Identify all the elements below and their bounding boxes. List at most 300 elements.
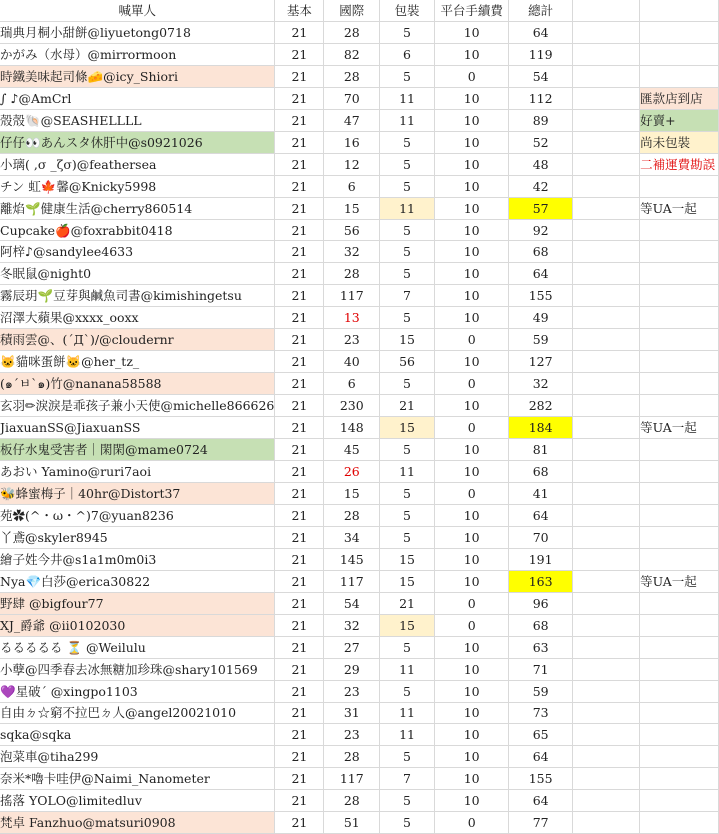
cell-fee[interactable]: 10 xyxy=(434,241,509,263)
cell-basic[interactable]: 21 xyxy=(275,87,324,109)
cell-fee[interactable]: 10 xyxy=(434,21,509,43)
cell-pack[interactable]: 15 xyxy=(380,614,435,636)
cell-intl[interactable]: 145 xyxy=(324,548,380,570)
cell-pack[interactable]: 11 xyxy=(380,658,435,680)
cell-empty-g[interactable] xyxy=(572,329,639,351)
cell-intl[interactable]: 23 xyxy=(324,329,380,351)
cell-note[interactable] xyxy=(640,307,719,329)
header-total[interactable]: 總計 xyxy=(509,0,572,21)
cell-basic[interactable]: 21 xyxy=(275,329,324,351)
cell-note[interactable] xyxy=(640,21,719,43)
cell-name[interactable]: 苑✿(^・ω・^)7@yuan8236 xyxy=(0,504,275,526)
cell-name[interactable]: あおい Yamino@ruri7aoi xyxy=(0,461,275,483)
cell-pack[interactable]: 11 xyxy=(380,109,435,131)
cell-total[interactable]: 155 xyxy=(509,768,572,790)
cell-basic[interactable]: 21 xyxy=(275,724,324,746)
header-blank-g[interactable] xyxy=(572,0,639,21)
cell-pack[interactable]: 5 xyxy=(380,373,435,395)
cell-name[interactable]: sqka@sqka xyxy=(0,724,275,746)
cell-total[interactable]: 127 xyxy=(509,351,572,373)
cell-pack[interactable]: 5 xyxy=(380,219,435,241)
cell-fee[interactable]: 10 xyxy=(434,153,509,175)
cell-pack[interactable]: 11 xyxy=(380,461,435,483)
cell-total[interactable]: 63 xyxy=(509,636,572,658)
cell-empty-g[interactable] xyxy=(572,43,639,65)
cell-note[interactable] xyxy=(640,812,719,834)
cell-pack[interactable]: 21 xyxy=(380,395,435,417)
cell-fee[interactable]: 10 xyxy=(434,87,509,109)
cell-name[interactable]: チン 虹🍁馨@Knicky5998 xyxy=(0,175,275,197)
cell-empty-g[interactable] xyxy=(572,504,639,526)
cell-pack[interactable]: 11 xyxy=(380,197,435,219)
cell-empty-g[interactable] xyxy=(572,109,639,131)
cell-note[interactable] xyxy=(640,592,719,614)
header-name[interactable]: 喊單人 xyxy=(0,0,275,21)
cell-total[interactable]: 191 xyxy=(509,548,572,570)
cell-pack[interactable]: 7 xyxy=(380,768,435,790)
cell-total[interactable]: 282 xyxy=(509,395,572,417)
cell-pack[interactable]: 5 xyxy=(380,131,435,153)
cell-note[interactable] xyxy=(640,790,719,812)
cell-empty-g[interactable] xyxy=(572,197,639,219)
cell-note[interactable] xyxy=(640,351,719,373)
cell-basic[interactable]: 21 xyxy=(275,636,324,658)
cell-name[interactable]: 繪子姓今井@s1a1m0m0i3 xyxy=(0,548,275,570)
cell-intl[interactable]: 117 xyxy=(324,285,380,307)
cell-empty-g[interactable] xyxy=(572,219,639,241)
cell-basic[interactable]: 21 xyxy=(275,175,324,197)
cell-intl[interactable]: 28 xyxy=(324,263,380,285)
cell-pack[interactable]: 5 xyxy=(380,680,435,702)
cell-name[interactable]: 🐱貓咪蛋餅🐱@her_tz_ xyxy=(0,351,275,373)
legend-note[interactable]: 尚未包裝 xyxy=(640,131,719,153)
cell-empty-g[interactable] xyxy=(572,570,639,592)
cell-pack[interactable]: 6 xyxy=(380,43,435,65)
cell-basic[interactable]: 21 xyxy=(275,548,324,570)
cell-intl[interactable]: 15 xyxy=(324,197,380,219)
cell-note[interactable] xyxy=(640,746,719,768)
cell-note[interactable]: 等UA一起 xyxy=(640,570,719,592)
cell-pack[interactable]: 5 xyxy=(380,636,435,658)
cell-total[interactable]: 64 xyxy=(509,504,572,526)
cell-basic[interactable]: 21 xyxy=(275,768,324,790)
cell-empty-g[interactable] xyxy=(572,526,639,548)
cell-pack[interactable]: 5 xyxy=(380,175,435,197)
cell-pack[interactable]: 15 xyxy=(380,548,435,570)
cell-fee[interactable]: 10 xyxy=(434,658,509,680)
cell-name[interactable]: 積雨雲@、(ˊДˋ)/@cloudernr xyxy=(0,329,275,351)
cell-empty-g[interactable] xyxy=(572,175,639,197)
cell-note[interactable] xyxy=(640,526,719,548)
cell-total[interactable]: 41 xyxy=(509,482,572,504)
cell-pack[interactable]: 5 xyxy=(380,504,435,526)
cell-total[interactable]: 96 xyxy=(509,592,572,614)
cell-empty-g[interactable] xyxy=(572,285,639,307)
cell-pack[interactable]: 11 xyxy=(380,702,435,724)
cell-total[interactable]: 68 xyxy=(509,614,572,636)
cell-total[interactable]: 89 xyxy=(509,109,572,131)
cell-empty-g[interactable] xyxy=(572,548,639,570)
cell-note[interactable] xyxy=(640,636,719,658)
cell-note[interactable] xyxy=(640,241,719,263)
cell-intl[interactable]: 27 xyxy=(324,636,380,658)
cell-total[interactable]: 64 xyxy=(509,790,572,812)
cell-intl[interactable]: 148 xyxy=(324,417,380,439)
cell-fee[interactable]: 10 xyxy=(434,285,509,307)
cell-intl[interactable]: 29 xyxy=(324,658,380,680)
cell-intl[interactable]: 6 xyxy=(324,175,380,197)
cell-basic[interactable]: 21 xyxy=(275,285,324,307)
cell-name[interactable]: (๑ˊㅂˋ๑)竹@nanana58588 xyxy=(0,373,275,395)
cell-total[interactable]: 68 xyxy=(509,241,572,263)
cell-name[interactable]: 離焰🌱健康生活@cherry860514 xyxy=(0,197,275,219)
cell-note[interactable] xyxy=(640,65,719,87)
cell-basic[interactable]: 21 xyxy=(275,109,324,131)
cell-basic[interactable]: 21 xyxy=(275,219,324,241)
cell-name[interactable]: 阿梓♪@sandylee4633 xyxy=(0,241,275,263)
cell-intl[interactable]: 26 xyxy=(324,461,380,483)
cell-total[interactable]: 71 xyxy=(509,658,572,680)
cell-total[interactable]: 119 xyxy=(509,43,572,65)
cell-intl[interactable]: 51 xyxy=(324,812,380,834)
cell-fee[interactable]: 10 xyxy=(434,790,509,812)
cell-intl[interactable]: 82 xyxy=(324,43,380,65)
cell-fee[interactable]: 0 xyxy=(434,812,509,834)
cell-fee[interactable]: 10 xyxy=(434,175,509,197)
cell-pack[interactable]: 5 xyxy=(380,263,435,285)
cell-basic[interactable]: 21 xyxy=(275,482,324,504)
cell-fee[interactable]: 10 xyxy=(434,724,509,746)
cell-name[interactable]: 梵卓 Fanzhuo@matsuri0908 xyxy=(0,812,275,834)
cell-intl[interactable]: 32 xyxy=(324,614,380,636)
cell-fee[interactable]: 10 xyxy=(434,219,509,241)
cell-name[interactable]: るるるるる ⏳ @Weilulu xyxy=(0,636,275,658)
cell-fee[interactable]: 10 xyxy=(434,395,509,417)
cell-name[interactable]: 仔仔👀あんスタ休肝中@s0921026 xyxy=(0,131,275,153)
cell-total[interactable]: 64 xyxy=(509,746,572,768)
cell-note[interactable] xyxy=(640,504,719,526)
cell-note[interactable] xyxy=(640,768,719,790)
cell-intl[interactable]: 15 xyxy=(324,482,380,504)
cell-intl[interactable]: 34 xyxy=(324,526,380,548)
cell-empty-g[interactable] xyxy=(572,614,639,636)
cell-basic[interactable]: 21 xyxy=(275,241,324,263)
cell-total[interactable]: 49 xyxy=(509,307,572,329)
cell-name[interactable]: 霧辰玥🌱豆芽與鹹魚司書@kimishingetsu xyxy=(0,285,275,307)
cell-note[interactable] xyxy=(640,724,719,746)
cell-intl[interactable]: 23 xyxy=(324,724,380,746)
cell-total[interactable]: 32 xyxy=(509,373,572,395)
cell-pack[interactable]: 21 xyxy=(380,592,435,614)
cell-pack[interactable]: 5 xyxy=(380,746,435,768)
cell-fee[interactable]: 10 xyxy=(434,548,509,570)
cell-basic[interactable]: 21 xyxy=(275,702,324,724)
cell-name[interactable]: 🐝蜂蜜梅子｜40hr@Distort37 xyxy=(0,482,275,504)
cell-intl[interactable]: 28 xyxy=(324,746,380,768)
cell-pack[interactable]: 5 xyxy=(380,307,435,329)
cell-total[interactable]: 64 xyxy=(509,263,572,285)
cell-basic[interactable]: 21 xyxy=(275,439,324,461)
cell-empty-g[interactable] xyxy=(572,263,639,285)
cell-basic[interactable]: 21 xyxy=(275,570,324,592)
cell-name[interactable]: 丫鳶@skyler8945 xyxy=(0,526,275,548)
cell-note[interactable] xyxy=(640,329,719,351)
cell-basic[interactable]: 21 xyxy=(275,153,324,175)
cell-name[interactable]: Cupcake🍎@foxrabbit0418 xyxy=(0,219,275,241)
cell-total[interactable]: 59 xyxy=(509,329,572,351)
cell-fee[interactable]: 10 xyxy=(434,636,509,658)
cell-note[interactable] xyxy=(640,373,719,395)
cell-name[interactable]: 時鐵美味起司條🧀@icy_Shiori xyxy=(0,65,275,87)
cell-note[interactable] xyxy=(640,614,719,636)
cell-intl[interactable]: 117 xyxy=(324,570,380,592)
cell-name[interactable]: XJ_爵爺 @ii0102030 xyxy=(0,614,275,636)
cell-intl[interactable]: 117 xyxy=(324,768,380,790)
cell-intl[interactable]: 32 xyxy=(324,241,380,263)
cell-fee[interactable]: 10 xyxy=(434,461,509,483)
cell-empty-g[interactable] xyxy=(572,636,639,658)
cell-basic[interactable]: 21 xyxy=(275,351,324,373)
cell-name[interactable]: 野肆 @bigfour77 xyxy=(0,592,275,614)
cell-total[interactable]: 42 xyxy=(509,175,572,197)
cell-intl[interactable]: 230 xyxy=(324,395,380,417)
header-intl[interactable]: 國際 xyxy=(324,0,380,21)
cell-empty-g[interactable] xyxy=(572,592,639,614)
cell-name[interactable]: 小璃( ,σ _ζσ)@feathersea xyxy=(0,153,275,175)
cell-fee[interactable]: 10 xyxy=(434,702,509,724)
cell-note[interactable] xyxy=(640,43,719,65)
cell-fee[interactable]: 10 xyxy=(434,526,509,548)
cell-pack[interactable]: 5 xyxy=(380,812,435,834)
cell-note[interactable] xyxy=(640,702,719,724)
cell-intl[interactable]: 12 xyxy=(324,153,380,175)
cell-intl[interactable]: 56 xyxy=(324,219,380,241)
cell-empty-g[interactable] xyxy=(572,351,639,373)
cell-basic[interactable]: 21 xyxy=(275,592,324,614)
cell-note[interactable]: 等UA一起 xyxy=(640,197,719,219)
cell-empty-g[interactable] xyxy=(572,373,639,395)
cell-note[interactable] xyxy=(640,461,719,483)
cell-intl[interactable]: 28 xyxy=(324,21,380,43)
cell-empty-g[interactable] xyxy=(572,658,639,680)
cell-pack[interactable]: 11 xyxy=(380,724,435,746)
cell-name[interactable]: JiaxuanSS@JiaxuanSS xyxy=(0,417,275,439)
cell-fee[interactable]: 10 xyxy=(434,307,509,329)
cell-empty-g[interactable] xyxy=(572,65,639,87)
cell-empty-g[interactable] xyxy=(572,153,639,175)
cell-pack[interactable]: 5 xyxy=(380,526,435,548)
cell-name[interactable]: かがみ（水母）@mirrormoon xyxy=(0,43,275,65)
cell-basic[interactable]: 21 xyxy=(275,21,324,43)
cell-basic[interactable]: 21 xyxy=(275,504,324,526)
cell-basic[interactable]: 21 xyxy=(275,461,324,483)
cell-empty-g[interactable] xyxy=(572,702,639,724)
cell-total[interactable]: 184 xyxy=(509,417,572,439)
cell-total[interactable]: 92 xyxy=(509,219,572,241)
cell-basic[interactable]: 21 xyxy=(275,263,324,285)
cell-empty-g[interactable] xyxy=(572,131,639,153)
cell-note[interactable] xyxy=(640,285,719,307)
cell-empty-g[interactable] xyxy=(572,790,639,812)
cell-pack[interactable]: 56 xyxy=(380,351,435,373)
cell-name[interactable]: ∫ ♪@AmCrl xyxy=(0,87,275,109)
cell-total[interactable]: 57 xyxy=(509,197,572,219)
cell-total[interactable]: 54 xyxy=(509,65,572,87)
cell-note[interactable] xyxy=(640,482,719,504)
cell-empty-g[interactable] xyxy=(572,307,639,329)
cell-note[interactable] xyxy=(640,439,719,461)
cell-fee[interactable]: 10 xyxy=(434,351,509,373)
cell-note[interactable] xyxy=(640,658,719,680)
cell-fee[interactable]: 10 xyxy=(434,109,509,131)
cell-pack[interactable]: 5 xyxy=(380,439,435,461)
cell-name[interactable]: 💜星破ˊ @xingpo1103 xyxy=(0,680,275,702)
cell-fee[interactable]: 10 xyxy=(434,680,509,702)
cell-empty-g[interactable] xyxy=(572,680,639,702)
cell-empty-g[interactable] xyxy=(572,461,639,483)
cell-total[interactable]: 155 xyxy=(509,285,572,307)
cell-fee[interactable]: 0 xyxy=(434,417,509,439)
cell-intl[interactable]: 6 xyxy=(324,373,380,395)
cell-total[interactable]: 65 xyxy=(509,724,572,746)
header-blank-h[interactable] xyxy=(640,0,719,21)
cell-total[interactable]: 81 xyxy=(509,439,572,461)
cell-basic[interactable]: 21 xyxy=(275,395,324,417)
cell-basic[interactable]: 21 xyxy=(275,680,324,702)
header-pack[interactable]: 包裝 xyxy=(380,0,435,21)
cell-fee[interactable]: 10 xyxy=(434,263,509,285)
cell-fee[interactable]: 10 xyxy=(434,43,509,65)
cell-basic[interactable]: 21 xyxy=(275,417,324,439)
cell-intl[interactable]: 70 xyxy=(324,87,380,109)
cell-total[interactable]: 64 xyxy=(509,21,572,43)
cell-pack[interactable]: 7 xyxy=(380,285,435,307)
cell-name[interactable]: 瑞典月桐小甜餅@liyuetong0718 xyxy=(0,21,275,43)
cell-name[interactable]: 奈米*嚕卡哇伊@Naimi_Nanometer xyxy=(0,768,275,790)
cell-name[interactable]: 搖落 YOLO@limitedluv xyxy=(0,790,275,812)
cell-intl[interactable]: 28 xyxy=(324,790,380,812)
cell-empty-g[interactable] xyxy=(572,724,639,746)
cell-fee[interactable]: 10 xyxy=(434,768,509,790)
cell-pack[interactable]: 15 xyxy=(380,570,435,592)
cell-intl[interactable]: 54 xyxy=(324,592,380,614)
cell-name[interactable]: 殼殼🐚@SEASHELLLL xyxy=(0,109,275,131)
cell-pack[interactable]: 5 xyxy=(380,790,435,812)
cell-total[interactable]: 59 xyxy=(509,680,572,702)
cell-pack[interactable]: 5 xyxy=(380,153,435,175)
cell-note[interactable] xyxy=(640,680,719,702)
cell-basic[interactable]: 21 xyxy=(275,307,324,329)
cell-note[interactable] xyxy=(640,263,719,285)
cell-basic[interactable]: 21 xyxy=(275,373,324,395)
cell-empty-g[interactable] xyxy=(572,439,639,461)
cell-basic[interactable]: 21 xyxy=(275,65,324,87)
cell-intl[interactable]: 45 xyxy=(324,439,380,461)
cell-name[interactable]: 小孽@四季春去冰無糖加珍珠@shary101569 xyxy=(0,658,275,680)
cell-fee[interactable]: 0 xyxy=(434,592,509,614)
cell-pack[interactable]: 11 xyxy=(380,87,435,109)
cell-intl[interactable]: 47 xyxy=(324,109,380,131)
cell-fee[interactable]: 0 xyxy=(434,482,509,504)
legend-note[interactable]: 匯款店到店 xyxy=(640,87,719,109)
cell-intl[interactable]: 16 xyxy=(324,131,380,153)
cell-basic[interactable]: 21 xyxy=(275,746,324,768)
cell-fee[interactable]: 0 xyxy=(434,65,509,87)
cell-name[interactable]: 玄羽✏淚淚是乖孩子兼小天使@michelle866626 xyxy=(0,395,275,417)
cell-intl[interactable]: 28 xyxy=(324,504,380,526)
cell-basic[interactable]: 21 xyxy=(275,526,324,548)
cell-intl[interactable]: 23 xyxy=(324,680,380,702)
cell-fee[interactable]: 10 xyxy=(434,197,509,219)
cell-empty-g[interactable] xyxy=(572,746,639,768)
cell-pack[interactable]: 5 xyxy=(380,65,435,87)
cell-pack[interactable]: 5 xyxy=(380,241,435,263)
legend-note[interactable]: 好賣+ xyxy=(640,109,719,131)
cell-note[interactable] xyxy=(640,175,719,197)
cell-intl[interactable]: 13 xyxy=(324,307,380,329)
cell-note[interactable] xyxy=(640,395,719,417)
cell-empty-g[interactable] xyxy=(572,417,639,439)
cell-empty-g[interactable] xyxy=(572,482,639,504)
cell-note[interactable] xyxy=(640,548,719,570)
cell-pack[interactable]: 15 xyxy=(380,329,435,351)
cell-basic[interactable]: 21 xyxy=(275,131,324,153)
cell-total[interactable]: 73 xyxy=(509,702,572,724)
cell-fee[interactable]: 10 xyxy=(434,504,509,526)
cell-name[interactable]: Nya💎白莎@erica30822 xyxy=(0,570,275,592)
cell-basic[interactable]: 21 xyxy=(275,43,324,65)
cell-intl[interactable]: 31 xyxy=(324,702,380,724)
cell-fee[interactable]: 0 xyxy=(434,329,509,351)
cell-intl[interactable]: 28 xyxy=(324,65,380,87)
cell-fee[interactable]: 0 xyxy=(434,614,509,636)
cell-fee[interactable]: 10 xyxy=(434,746,509,768)
cell-basic[interactable]: 21 xyxy=(275,614,324,636)
cell-fee[interactable]: 10 xyxy=(434,570,509,592)
header-basic[interactable]: 基本 xyxy=(275,0,324,21)
cell-name[interactable]: 冬眠鼠@night0 xyxy=(0,263,275,285)
cell-total[interactable]: 70 xyxy=(509,526,572,548)
cell-empty-g[interactable] xyxy=(572,812,639,834)
cell-empty-g[interactable] xyxy=(572,87,639,109)
cell-basic[interactable]: 21 xyxy=(275,812,324,834)
cell-total[interactable]: 48 xyxy=(509,153,572,175)
cell-empty-g[interactable] xyxy=(572,21,639,43)
cell-basic[interactable]: 21 xyxy=(275,658,324,680)
cell-note[interactable]: 等UA一起 xyxy=(640,417,719,439)
cell-name[interactable]: 泡菜車@tiha299 xyxy=(0,746,275,768)
cell-total[interactable]: 77 xyxy=(509,812,572,834)
legend-note[interactable]: 二補運費勘誤 xyxy=(640,153,719,175)
cell-total[interactable]: 163 xyxy=(509,570,572,592)
cell-empty-g[interactable] xyxy=(572,768,639,790)
cell-name[interactable]: 自由ㄉ☆窮不拉巴ㄉ人@angel20021010 xyxy=(0,702,275,724)
cell-empty-g[interactable] xyxy=(572,395,639,417)
cell-name[interactable]: 沼澤大蘋果@xxxx_ooxx xyxy=(0,307,275,329)
cell-total[interactable]: 52 xyxy=(509,131,572,153)
cell-total[interactable]: 112 xyxy=(509,87,572,109)
cell-total[interactable]: 68 xyxy=(509,461,572,483)
cell-name[interactable]: 板仔水鬼受害者｜閑閑@mame0724 xyxy=(0,439,275,461)
cell-fee[interactable]: 10 xyxy=(434,131,509,153)
cell-pack[interactable]: 15 xyxy=(380,417,435,439)
cell-note[interactable] xyxy=(640,219,719,241)
cell-basic[interactable]: 21 xyxy=(275,790,324,812)
cell-empty-g[interactable] xyxy=(572,241,639,263)
cell-pack[interactable]: 5 xyxy=(380,21,435,43)
cell-fee[interactable]: 0 xyxy=(434,373,509,395)
cell-basic[interactable]: 21 xyxy=(275,197,324,219)
